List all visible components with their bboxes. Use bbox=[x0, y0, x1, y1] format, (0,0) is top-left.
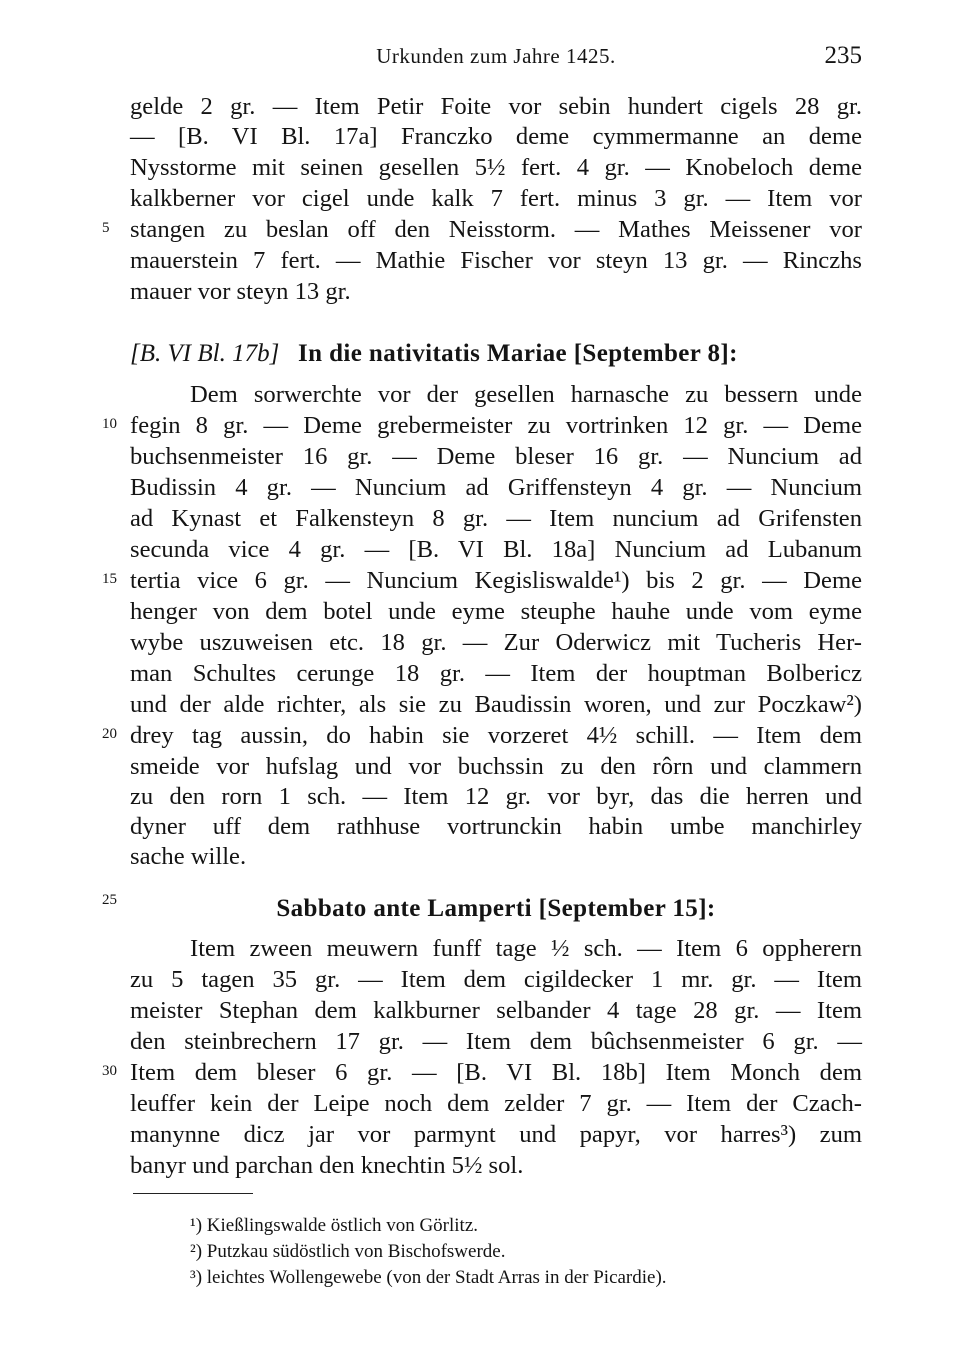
text-line: und der alde richter, als sie zu Baudissin woren, und zur Poczkaw²) bbox=[130, 691, 862, 718]
section-heading bbox=[130, 893, 862, 925]
section-heading bbox=[130, 338, 862, 370]
margin-line-number: 20 bbox=[102, 726, 117, 742]
text-line: wybe uszuweisen etc. 18 gr. — Zur Oderwicz mit Tucheris Her- bbox=[130, 629, 862, 656]
text-line: buchsenmeister 16 gr. — Deme bleser 16 gr. — Nuncium ad bbox=[130, 443, 862, 470]
margin-line-number: 5 bbox=[102, 220, 110, 236]
text-line: sache wille. bbox=[130, 843, 247, 870]
text-line: man Schultes cerunge 18 gr. — Item der houptman Bolbericz bbox=[130, 660, 862, 687]
text-line: dyner uff dem rathhuse vortrunckin habin umbe manchirley bbox=[130, 813, 862, 840]
folio-reference: [B. VI Bl. 17b] bbox=[130, 340, 280, 367]
text-line: leuffer kein der Leipe noch dem zelder 7 gr. — Item der Czach- bbox=[130, 1090, 862, 1117]
section-title: In die nativitatis Mariae [September 8]: bbox=[298, 340, 738, 367]
text-line: Budissin 4 gr. — Nuncium ad Griffensteyn 4 gr. — Nuncium bbox=[130, 474, 862, 501]
margin-line-number: 15 bbox=[102, 571, 117, 587]
footnote-divider bbox=[133, 1193, 253, 1194]
text-line: mauer vor steyn 13 gr. bbox=[130, 278, 351, 305]
running-header bbox=[130, 40, 862, 78]
text-line: fegin 8 gr. — Deme grebermeister zu vortrinken 12 gr. — Deme bbox=[130, 412, 862, 439]
text-line: zu den rorn 1 sch. — Item 12 gr. vor byr, das die herren und bbox=[130, 783, 862, 810]
text-line: Item dem bleser 6 gr. — [B. VI Bl. 18b] Item Monch dem bbox=[130, 1059, 862, 1086]
text-line: kalkberner vor cigel unde kalk 7 fert. minus 3 gr. — Item vor bbox=[130, 185, 862, 212]
text-line: Nysstorme mit seinen gesellen 5½ fert. 4 gr. — Knobeloch deme bbox=[130, 154, 862, 181]
margin-line-number: 25 bbox=[102, 892, 117, 908]
text-line: ad Kynast et Falkensteyn 8 gr. — Item nuncium ad Grifensten bbox=[130, 505, 862, 532]
text-line: stangen zu beslan off den Neisstorm. — Mathes Meissener vor bbox=[130, 216, 862, 243]
text-line: henger von dem botel unde eyme steuphe hauhe unde vom eyme bbox=[130, 598, 862, 625]
text-line: drey tag aussin, do habin sie vorzeret 4½ schill. — Item dem bbox=[130, 722, 862, 749]
footnote: ²) Putzkau südöstlich von Bischofswerde. bbox=[190, 1241, 506, 1262]
margin-line-number: 30 bbox=[102, 1063, 117, 1079]
text-line: smeide vor hufslag und vor buchssin zu den rôrn und clammern bbox=[130, 753, 862, 780]
text-line: zu 5 tagen 35 gr. — Item dem cigildecker 1 mr. gr. — Item bbox=[130, 966, 862, 993]
text-line: manynne dicz jar vor parmynt und papyr, vor harres³) zum bbox=[130, 1121, 862, 1148]
text-line: secunda vice 4 gr. — [B. VI Bl. 18a] Nuncium ad Lubanum bbox=[130, 536, 862, 563]
footnote: ³) leichtes Wollengewebe (von der Stadt Arras in der Picardie). bbox=[190, 1267, 667, 1288]
text-line: banyr und parchan den knechtin 5½ sol. bbox=[130, 1152, 524, 1179]
text-line: mauerstein 7 fert. — Mathie Fischer vor steyn 13 gr. — Rinczhs bbox=[130, 247, 862, 274]
text-line: tertia vice 6 gr. — Nuncium Kegisliswalde¹) bis 2 gr. — Deme bbox=[130, 567, 862, 594]
section-title: Sabbato ante Lamperti [September 15]: bbox=[276, 895, 716, 922]
footnote: ¹) Kießlingswalde östlich von Görlitz. bbox=[190, 1215, 479, 1236]
margin-line-number: 10 bbox=[102, 416, 117, 432]
text-line: meister Stephan dem kalkburner selbander 4 tage 28 gr. — Item bbox=[130, 997, 862, 1024]
text-line: den steinbrechern 17 gr. — Item dem bûchsenmeister 6 gr. — bbox=[130, 1028, 862, 1055]
running-title: Urkunden zum Jahre 1425. bbox=[376, 44, 616, 68]
text-line: gelde 2 gr. — Item Petir Foite vor sebin hundert cigels 28 gr. bbox=[130, 93, 862, 120]
text-line: Item zween meuwern funff tage ½ sch. — Item 6 oppherern bbox=[190, 935, 862, 962]
page-number: 235 bbox=[824, 42, 862, 69]
text-line: Dem sorwerchte vor der gesellen harnasche zu bessern unde bbox=[190, 381, 862, 408]
text-line: — [B. VI Bl. 17a] Franczko deme cymmermanne an deme bbox=[130, 123, 862, 150]
